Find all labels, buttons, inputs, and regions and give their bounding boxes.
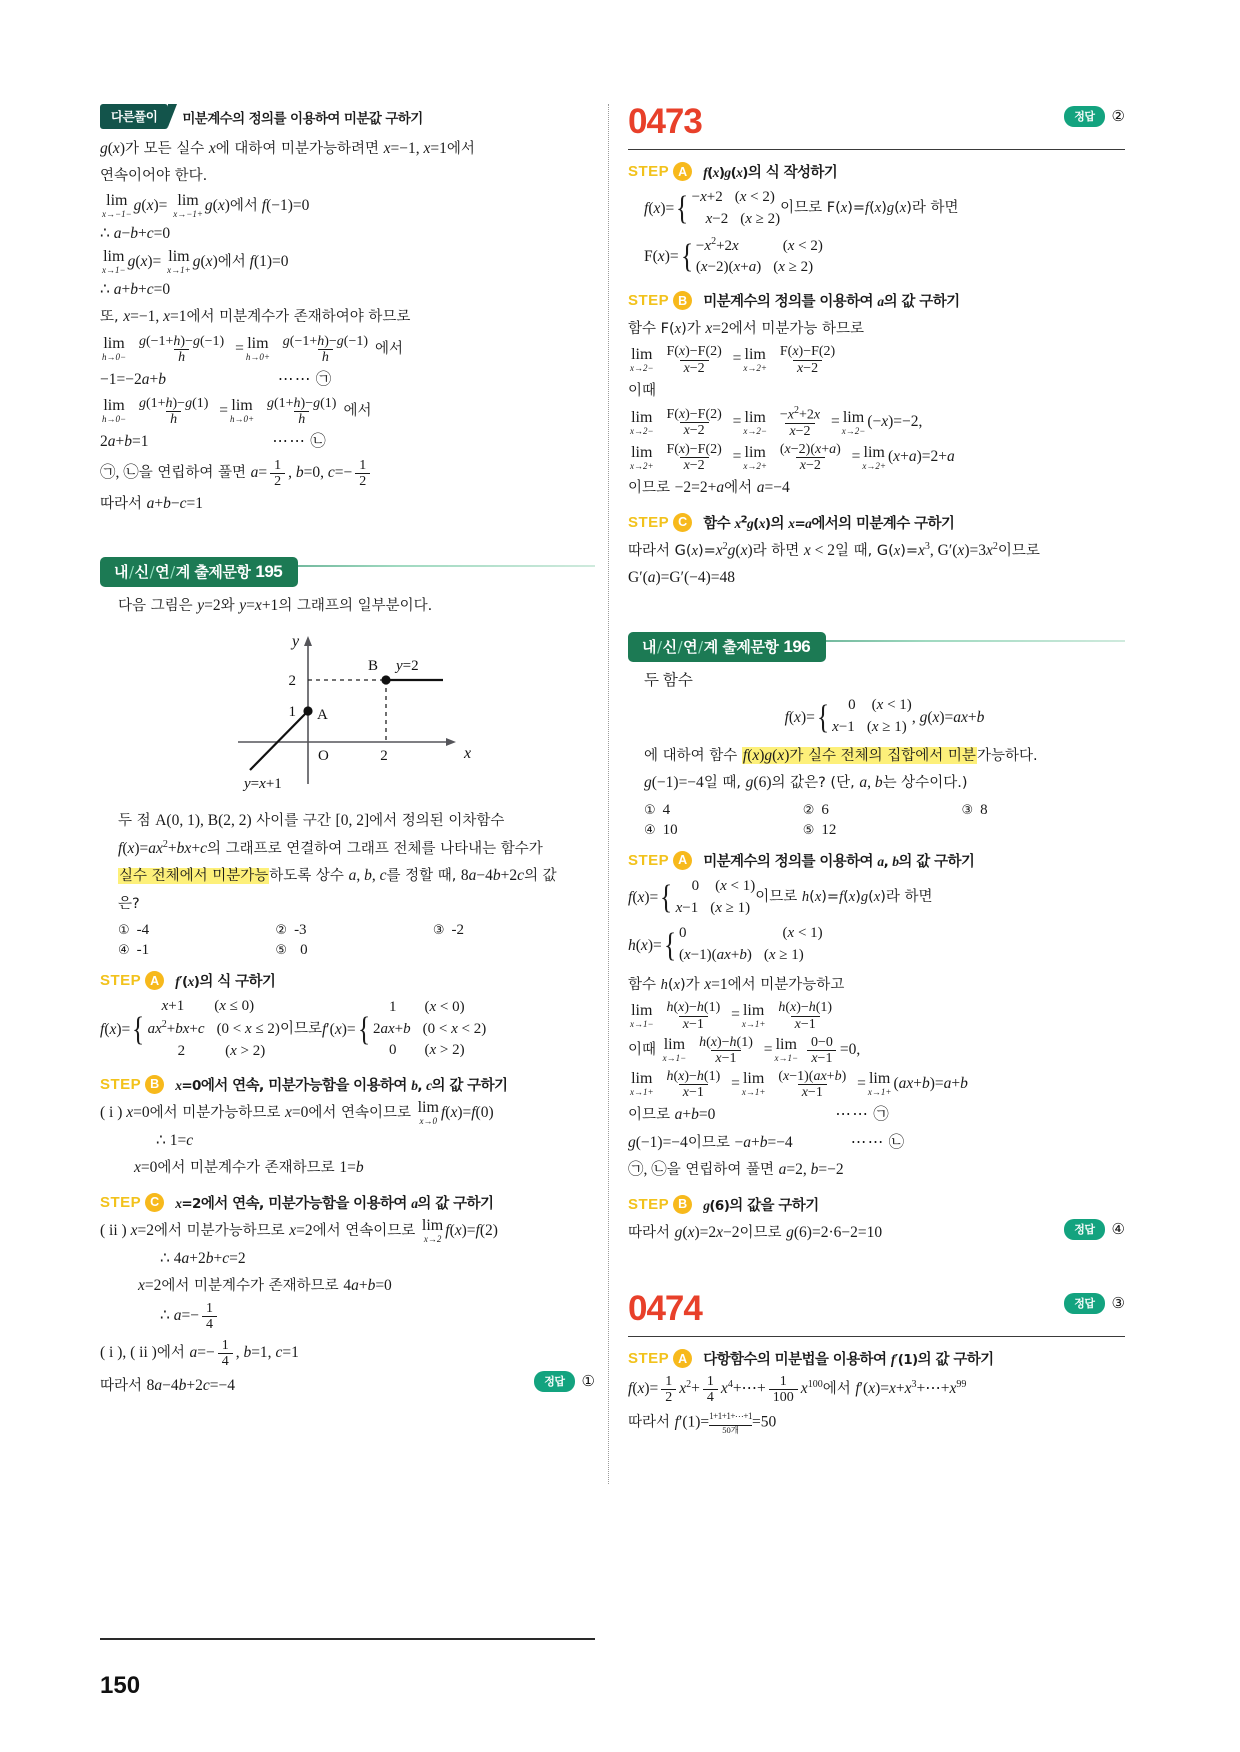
naesin-tail-196: 출제문항	[722, 638, 779, 657]
step-b-196	[628, 1194, 1125, 1215]
choice-3[interactable]: ③ -2	[432, 922, 464, 939]
step-c-0473-body: 따라서 $G(x)=x^2g(x)$라 하면 x < 2일 때, $G(x)=x^3$, $G'(x)=3x^2$이므로 G′(a)=G′(−4)=48	[628, 540, 1040, 587]
choice-3[interactable]: ③ 8	[961, 801, 988, 818]
answer-value: ④	[1111, 1221, 1125, 1238]
problem-number-0474: 0474	[628, 1289, 702, 1329]
svg-text:B: B	[367, 658, 378, 675]
svg-text:2: 2	[380, 748, 388, 765]
choices-row-1	[644, 802, 1125, 819]
left-column	[100, 104, 595, 1401]
step-word: STEP	[628, 1350, 670, 1368]
header-rule	[628, 1336, 1125, 1338]
step-title: 함수 $x^2g(x)$의 x=a에서의 미분계수 구하기	[703, 514, 955, 532]
step-badge: A	[673, 162, 692, 181]
answer-badge-195	[534, 1371, 595, 1392]
choices-195	[100, 922, 595, 959]
svg-text:y=2: y=2	[396, 658, 419, 675]
problem-195-statement: 두 점 A(0, 1), B(2, 2) 사이를 구간 [0, 2]에서 정의된 이차함수 $f(x)=ax^2+bx+c$의 그래프로 연결하여 그래프 전체를 나타내는 함수가 실수 전체에서 미분가능하도록 상수 a, b, c를 정할 때, 8a−4b+2c의 값 은?	[118, 812, 557, 912]
step-badge: C	[145, 1193, 164, 1212]
page-number: 150	[100, 1672, 141, 1699]
svg-text:1: 1	[288, 704, 296, 721]
svg-text:A: A	[317, 707, 328, 724]
answer-badge-0474	[1064, 1293, 1125, 1314]
problem-196-body: 두 함수 f(x)= { 0 (x < 1) x−1 (x ≥ 1) , g(x)=ax+b 에 대하여 함수 f(x)g(x)가 실수 전체의 집합에서 미분가능하다. g(−1)=−4일 때, g(6)의 값은? (단, a, b는 상수이다.)	[628, 668, 1125, 796]
step-badge: B	[145, 1075, 164, 1094]
naesin-tail-195: 출제문항	[194, 562, 251, 581]
step-badge: A	[673, 1349, 692, 1368]
choices-row-1	[118, 922, 595, 939]
step-word: STEP	[100, 972, 142, 990]
choice-2[interactable]: ② 6	[802, 801, 829, 818]
answer-label: 정답	[1064, 1219, 1104, 1240]
step-badge: B	[673, 1195, 692, 1214]
column-divider	[608, 104, 609, 1484]
answer-value: ②	[1111, 109, 1125, 125]
naesin-number-196: 196	[783, 637, 811, 657]
step-b-195-body: ( i ) x=0에서 미분가능하므로 x=0에서 연속이므로 lim x→0 f(x)=f(0) ∴ 1=c x=0에서 미분계수가 존재하므로 1=b	[100, 1099, 494, 1177]
naesin-banner-195	[100, 557, 595, 587]
step-a-195	[100, 970, 595, 991]
step-a-0473-body: f(x)= { −x+2 (x < 2) x−2 (x ≥ 2) 이므로 F(x)=f(x)g(x)라 하면 F(x)= { $-x^2+2x$ (x < 2) (x−2)(x+a) (x ≥ 2)	[644, 189, 959, 276]
step-title: 다항함수의 미분법을 이용하여 f′(1)의 값 구하기	[703, 1352, 994, 1369]
step-word: STEP	[100, 1193, 142, 1211]
step-word: STEP	[628, 163, 670, 180]
step-title: 미분계수의 정의를 이용하여 a, b의 값 구하기	[703, 853, 975, 870]
step-a-196-body: f(x)= { 0 (x < 1) x−1 (x ≥ 1) 이므로 h(x)=f(x)g(x)라 하면 h(x)= { 0 (x < 1) (x−1)(ax+b) (x ≥ 1) 함수 h(x)가 x=1에서 미분가능하고 lim x→1− $\frac{h(x)-h(1)}{x-1}$ = lim x→1+ $\frac{h(x)-h(1)}{x-1}$ 이때 lim x→1− $\frac{h(x)-h(1)}{x-1}$ = lim x→1− $\frac{0-0}{x-1}$ =0, lim x→1+ $\frac{h(x)-h(1)}{x-1}$ = lim x→1+ $\frac{(x-1)(ax+b)}{x-1}$ = lim x→1+ (ax+b)=a+b 이므로 a+b=0 ⋯⋯ ㉠ g(−1)=−4이므로 −a+b=−4 ⋯⋯ ㉡ ㉠, ㉡을 연립하여 풀면 a=2, b=−2	[628, 877, 968, 1179]
problem-0473-header	[628, 104, 1125, 150]
answer-value: ③	[1111, 1296, 1125, 1313]
step-badge: C	[673, 513, 692, 532]
coordinate-graph-svg	[218, 624, 518, 799]
choices-196	[628, 802, 1125, 839]
final-answer-row-195: 따라서 8a−4b+2c=−4 정답 ①	[100, 1373, 595, 1398]
step-badge: B	[673, 291, 692, 310]
choices-row-2	[118, 942, 595, 959]
step-word: STEP	[628, 1195, 670, 1213]
step-a-196	[628, 850, 1125, 871]
step-title: f′(x)의 식 구하기	[175, 974, 276, 991]
right-column	[628, 104, 1125, 1440]
svg-text:x: x	[464, 745, 472, 763]
step-b-0473-body: 함수 F(x)가 x=2에서 미분가능 하므로 lim x→2− $\frac{F(x)-F(2)}{x-2}$ = lim x→2+ $\frac{F(x)-F(2)}{x-2}$ 이때 lim x→2− $\frac{F(x)-F(2)}{x-2}$ = lim x→2− $\frac{-x^2+2x}{x-2}$ = lim x→2− (−x)=−2, lim x→2+ $\frac{F(x)-F(2)}{x-2}$ = lim x→2+ $\frac{(x-2)(x+a)}{x-2}$ = lim x→2+ (x+a)=2+a 이므로 −2=2+a에서 a=−4	[628, 320, 955, 497]
choice-5[interactable]: ⑤ 12	[802, 821, 837, 838]
naesin-number-195: 195	[255, 561, 283, 581]
step-badge: A	[145, 971, 164, 990]
step-title: x=0에서 연속, 미분가능함을 이용하여 b, c의 값 구하기	[175, 1077, 508, 1094]
step-badge: A	[673, 851, 692, 870]
alt-solution-header	[100, 104, 595, 129]
step-b-0473	[628, 290, 1125, 311]
footer-rule	[100, 1638, 595, 1640]
step-a-0473	[628, 161, 1125, 182]
figure-195	[100, 624, 595, 804]
step-a-0474	[628, 1348, 1125, 1369]
answer-value: ①	[581, 1374, 595, 1391]
answer-label: 정답	[534, 1371, 574, 1392]
step-word: STEP	[100, 1075, 142, 1093]
problem-0474-header	[628, 1291, 1125, 1337]
step-c-0473	[628, 512, 1125, 533]
step-title: x=2에서 연속, 미분가능함을 이용하여 a의 값 구하기	[175, 1195, 494, 1212]
svg-text:y=x+1: y=x+1	[244, 776, 282, 793]
naesin-badge-196: 내/신/연/계 출제문항 196	[628, 632, 826, 662]
header-rule	[628, 149, 1125, 151]
step-a-0474-body: f(x)= $\frac{1}{2}$ $x^2+$ $\frac{1}{4}$ $x^4+\cdots+$ $\frac{1}{100}$ $x^{100}$에서 $f'(x)=x+x^3+\cdots+x^{99}$ 따라서 f′(1)= 1+1+1+⋯+1 50개 =50	[628, 1374, 967, 1435]
svg-text:y: y	[292, 633, 300, 651]
answer-label: 정답	[1064, 1293, 1104, 1314]
problem-195-intro: 다음 그림은 y=2와 y=x+1의 그래프의 일부분이다.	[118, 596, 433, 614]
svg-text:O: O	[318, 748, 329, 765]
choice-2[interactable]: ② -3	[275, 922, 307, 939]
step-a-195-body: f(x)= { x+1 (x ≤ 0) $ax^2+bx+c$ (0 < x ≤ 2) 2 (x > 2) 이므로 f ′( x )= { 1 (x < 0) 2ax+b (0 < x < 2) 0 (x > 2)	[100, 998, 487, 1059]
step-title: f(x)g(x)의 식 작성하기	[703, 165, 838, 181]
choice-4[interactable]: ④ -1	[118, 942, 150, 959]
step-word: STEP	[628, 513, 670, 531]
choice-blank	[433, 942, 590, 959]
step-c-195	[100, 1192, 595, 1213]
step-word: STEP	[628, 851, 670, 869]
choice-5[interactable]: ⑤ 0	[275, 942, 308, 959]
choices-row-2	[644, 822, 1125, 839]
step-c-195-body: ( ii ) x=2에서 미분가능하므로 x=2에서 연속이므로 lim x→2 f(x)=f(2) ∴ 4a+2b+c=2 x=2에서 미분계수가 존재하므로 4a+b=0 ∴ a=− $\frac{1}{4}$ ( i ), ( ii )에서 a=− $\frac{1}{4}$ , b=1, c=1	[100, 1217, 498, 1369]
naesin-banner-196	[628, 632, 1125, 662]
problem-196-intro: 두 함수	[644, 672, 693, 690]
choice-1[interactable]: ① -4	[118, 922, 150, 939]
svg-text:2: 2	[288, 673, 296, 690]
step-title: 미분계수의 정의를 이용하여 a의 값 구하기	[703, 294, 960, 310]
step-word: STEP	[628, 292, 670, 309]
step-title: g(6)의 값을 구하기	[703, 1197, 819, 1214]
choice-4[interactable]: ④ 10	[644, 821, 678, 838]
alt-solution-body: g(x)가 모든 실수 x에 대하여 미분가능하려면 x=−1, x=1에서 연속이어야 한다. lim x→−1− g(x)= lim x→−1+ g(x)에서 f(−1)=0 ∴ a−b+c=0 lim x→1− g(x)= lim x→1+ g(x)에서 f(1)=0 ∴ a+b+c=0 또, x=−1, x=1에서 미분계수가 존재하여야 하므로 lim h→0− $\frac{g(-1+h)-g(-1)}{h}$ = lim h→0+ $\frac{g(-1+h)-g(-1)}{h}$ 에서 −1=−2a+b ⋯⋯ ㉠ lim h→0− $\frac{g(1+h)-g(1)}{h}$ = lim h→0+ $\frac{g(1+h)-g(1)}{h}$ 에서 2a+b=1 ⋯⋯ ㉡ ㉠, ㉡을 연립하여 풀면 a= $\frac{1}{2}$ , b=0, c=− $\frac{1}{2}$ 따라서 a+b−c=1	[100, 140, 475, 513]
step-b-195	[100, 1074, 595, 1095]
alt-solution-tag: 다른풀이	[100, 104, 168, 129]
alt-solution-title: 미분계수의 정의를 이용하여 미분값 구하기	[182, 110, 423, 127]
step-b-196-body: 따라서 g(x)=2x−2이므로 g(6)=2·6−2=10 정답 ④	[628, 1220, 1125, 1245]
naesin-badge-195: 내/신/연/계 출제문항 195	[100, 557, 298, 587]
problem-number-0473: 0473	[628, 102, 702, 141]
choice-1[interactable]: ① 4	[644, 801, 671, 818]
choice-blank	[961, 822, 1120, 839]
answer-badge-0473	[1064, 106, 1125, 127]
answer-label: 정답	[1064, 106, 1104, 127]
answer-badge-196	[1064, 1219, 1125, 1240]
